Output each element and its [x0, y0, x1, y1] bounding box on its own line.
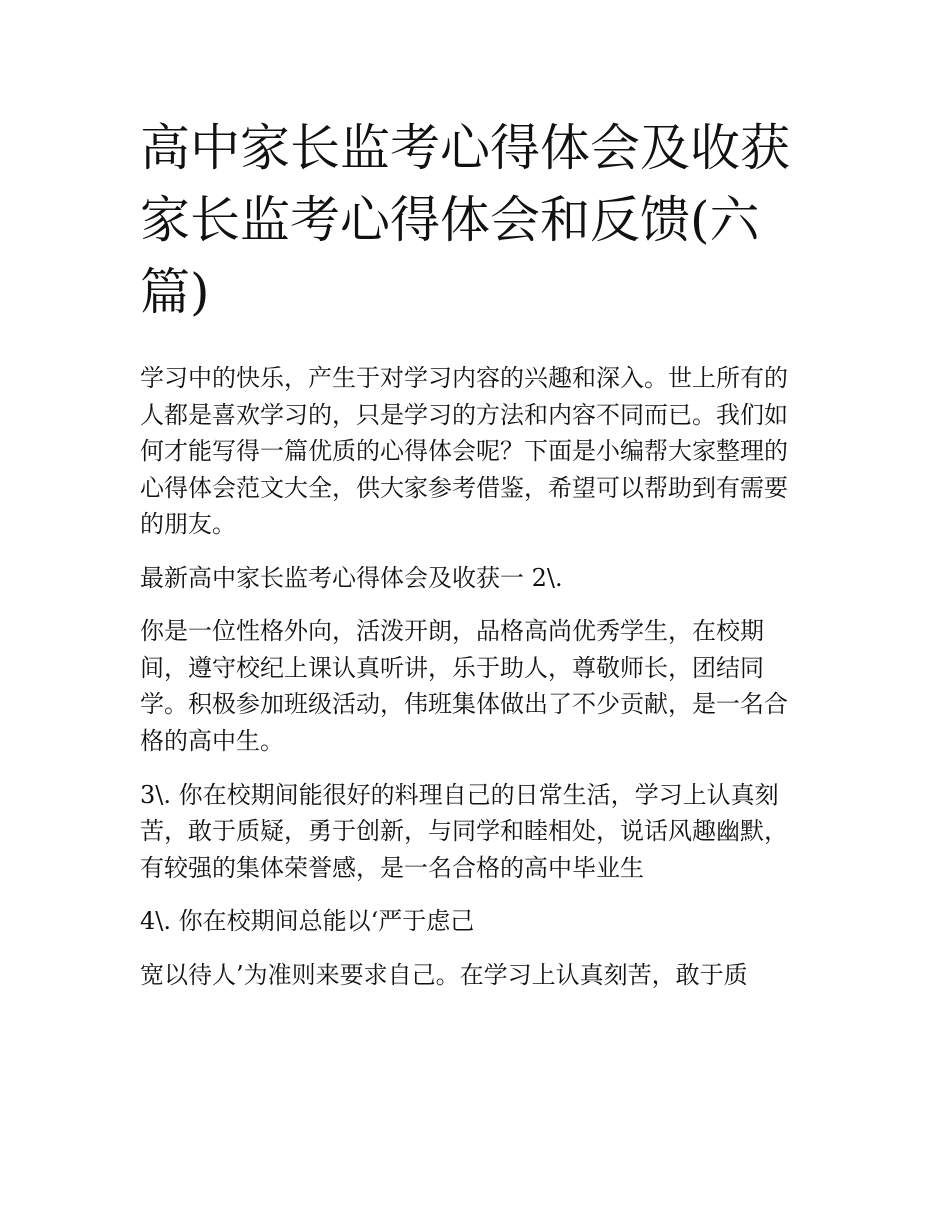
comment-paragraph [140, 957, 830, 994]
text-line: 4\. 你在校期间总能以‘严于虑己 [140, 907, 475, 936]
text-line: 格的高中生。 [140, 726, 284, 755]
text-line: 有较强的集体荣誉感，是一名合格的高中毕业生 [140, 853, 644, 882]
title-line: 家长监考心得体会和反馈(六 [140, 191, 760, 249]
text-line: 最新高中家长监考心得体会及收获一 2\. [140, 563, 563, 592]
text-line: 学习中的快乐，产生于对学习内容的兴趣和深入。世上所有的 [140, 364, 788, 392]
text-line: 何才能写得一篇优质的心得体会呢？下面是小编帮大家整理的 [140, 437, 788, 465]
text-line: 苦，敢于质疑，勇于创新，与同学和睦相处，说话风趣幽默， [140, 817, 788, 846]
text-line: 3\. 你在校期间能很好的料理自己的日常生活，学习上认真刻 [140, 780, 779, 809]
title-line: 篇) [140, 263, 210, 321]
title-line: 高中家长监考心得体会及收获 [140, 119, 790, 177]
text-line: 间，遵守校纪上课认真听讲，乐于助人，尊敬师长，团结同 [140, 653, 764, 682]
document-title [140, 112, 840, 328]
comment-paragraph [140, 613, 830, 759]
text-line: 的朋友。 [140, 510, 236, 538]
document-body [140, 360, 830, 1011]
section-heading [140, 560, 830, 597]
intro-paragraph [140, 360, 830, 543]
text-line: 宽以待人’为准则来要求自己。在学习上认真刻苦，敢于质 [140, 960, 748, 989]
comment-paragraph [140, 903, 830, 940]
text-line: 人都是喜欢学习的，只是学习的方法和内容不同而已。我们如 [140, 400, 788, 429]
comment-paragraph [140, 777, 830, 887]
text-line: 你是一位性格外向，活泼开朗，品格高尚优秀学生，在校期 [140, 617, 764, 646]
text-line: 心得体会范文大全，供大家参考借鉴，希望可以帮助到有需要 [140, 473, 788, 502]
text-line: 学。积极参加班级活动，伟班集体做出了不少贡献，是一名合 [140, 690, 788, 719]
